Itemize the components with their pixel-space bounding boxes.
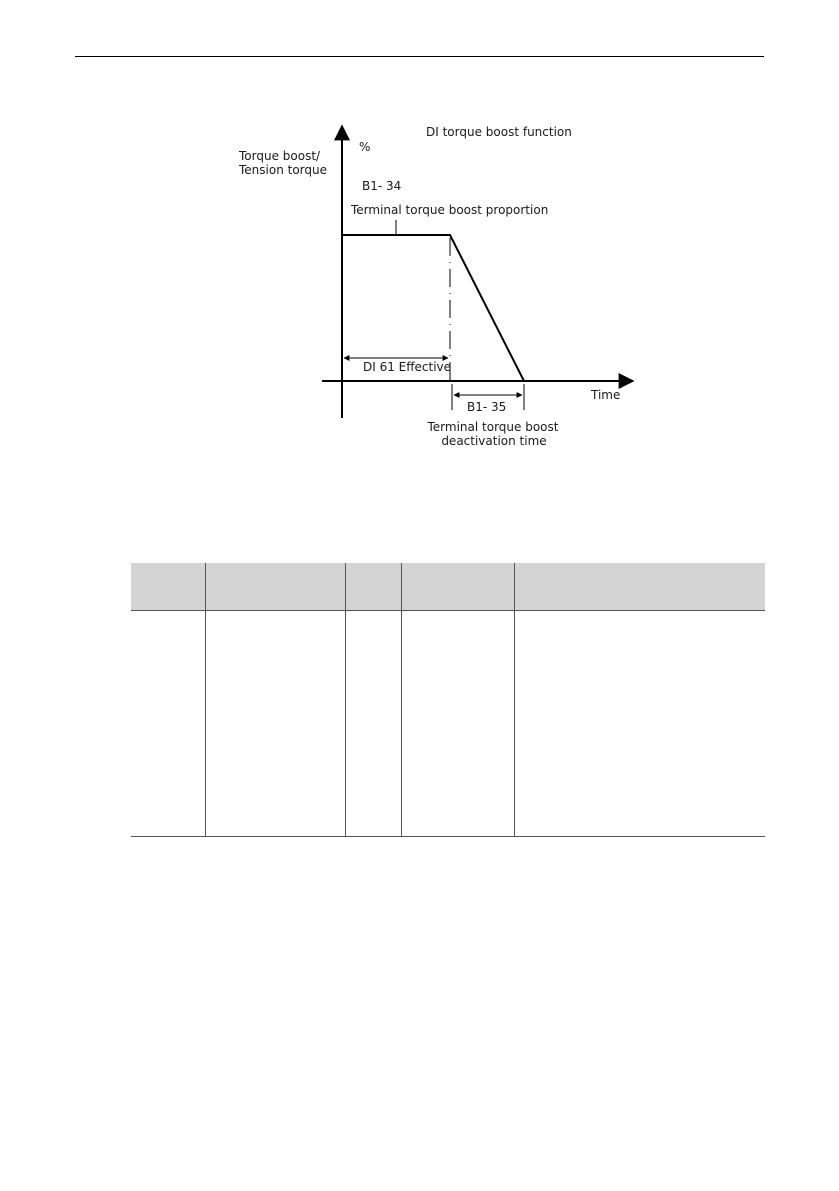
table-cell xyxy=(514,610,765,836)
decay-param-code: B1- 35 xyxy=(467,400,507,414)
table-header-cell xyxy=(345,563,401,610)
table-row xyxy=(131,610,765,836)
table-header-cell xyxy=(514,563,765,610)
level-param-code: B1- 34 xyxy=(362,179,402,193)
di-effective-label: DI 61 Effective xyxy=(363,360,452,374)
y-axis-label-1: Torque boost/ xyxy=(239,149,321,163)
level-param-label: Terminal torque boost proportion xyxy=(351,203,549,217)
parameter-table xyxy=(131,563,765,837)
table-cell xyxy=(131,610,205,836)
y-unit-label: % xyxy=(359,140,371,154)
x-axis-label: Time xyxy=(591,388,621,402)
table-header-row xyxy=(131,563,765,610)
table-header-cell xyxy=(131,563,205,610)
decay-label-1: Terminal torque boost xyxy=(427,420,559,434)
table-header-cell xyxy=(401,563,514,610)
diagram-title: DI torque boost function xyxy=(426,125,572,139)
table-cell xyxy=(205,610,345,836)
decay-label-2: deactivation time xyxy=(441,434,547,448)
y-axis-label-2: Tension torque xyxy=(239,163,328,177)
table-header-cell xyxy=(205,563,345,610)
torque-boost-diagram xyxy=(0,0,839,470)
table-cell xyxy=(345,610,401,836)
table-cell xyxy=(401,610,514,836)
